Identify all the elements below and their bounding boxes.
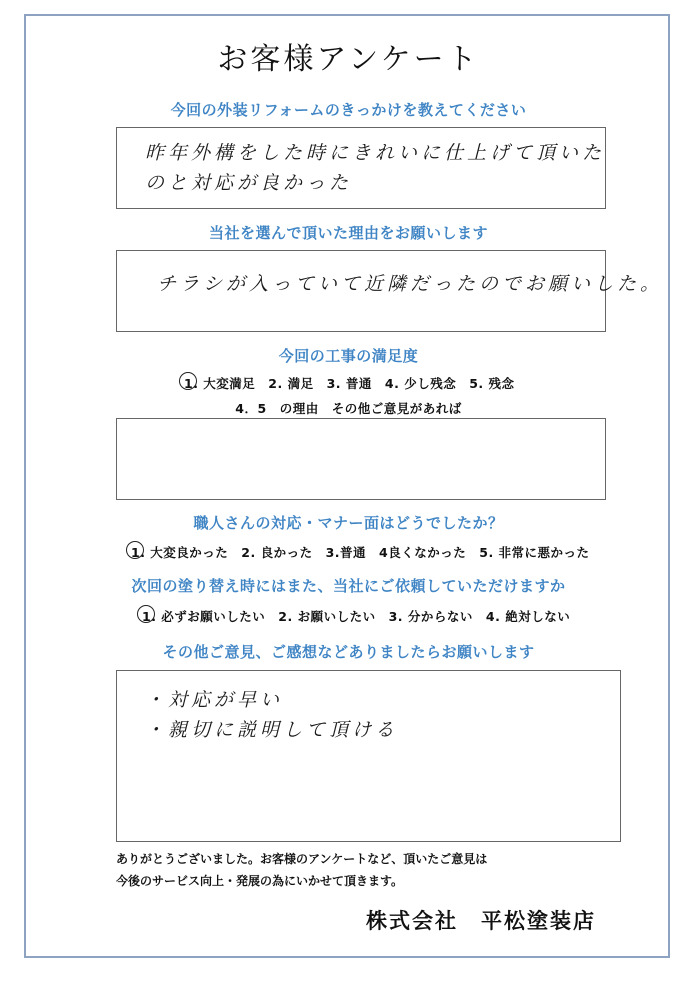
question-1-label: 今回の外装リフォームのきっかけを教えてください <box>170 101 527 119</box>
answer-box-2[interactable] <box>116 250 664 332</box>
question-6-label: その他ご意見、ご感想などありましたらお願いします <box>162 643 535 661</box>
company-name: 株式会社 平松塗装店 <box>366 909 596 933</box>
question-2-label: 当社を選んで頂いた理由をお願いします <box>208 224 488 242</box>
footer-thanks-line-2: 今後のサービス向上・発展の為にいかせて頂きます。 <box>116 874 404 888</box>
answer-6-line-2: ・親切に説明して頂ける <box>145 719 399 741</box>
question-3-options[interactable]: 1. 大変満足 2. 満足 3. 普通 4. 少し残念 5. 残念 <box>184 376 515 391</box>
answer-1-line-1: 昨年外構をした時にきれいに仕上げて頂いた <box>145 142 606 164</box>
question-3-label: 今回の工事の満足度 <box>278 347 419 365</box>
answer-1-line-2: のと対応が良かった <box>145 172 353 194</box>
question-4-label: 職人さんの対応・マナー面はどうでしたか？ <box>193 514 504 532</box>
answer-2-line-1: チラシが入っていて近隣だったのでお願いした。 <box>157 273 664 295</box>
answer-6-line-1: ・対応が早い <box>145 689 284 711</box>
answer-box-6[interactable] <box>116 670 621 842</box>
page-title: お客様アンケート <box>217 42 480 77</box>
question-3-subnote: 4．5 の理由 その他ご意見があれば <box>235 401 462 416</box>
question-4-options[interactable]: 1. 大変良かった 2. 良かった 3.普通 4良くなかった 5. 非常に悪かった <box>131 545 590 560</box>
answer-box-1[interactable] <box>116 127 606 209</box>
footer-thanks-line-1: ありがとうございました。お客様のアンケートなど、頂いたご意見は <box>116 852 488 866</box>
answer-box-3[interactable] <box>116 418 606 500</box>
question-5-label: 次回の塗り替え時にはまた、当社にご依頼していただけますか <box>131 577 566 595</box>
question-5-options[interactable]: 1. 必ずお願いしたい 2. お願いしたい 3. 分からない 4. 絶対しない <box>142 609 571 624</box>
